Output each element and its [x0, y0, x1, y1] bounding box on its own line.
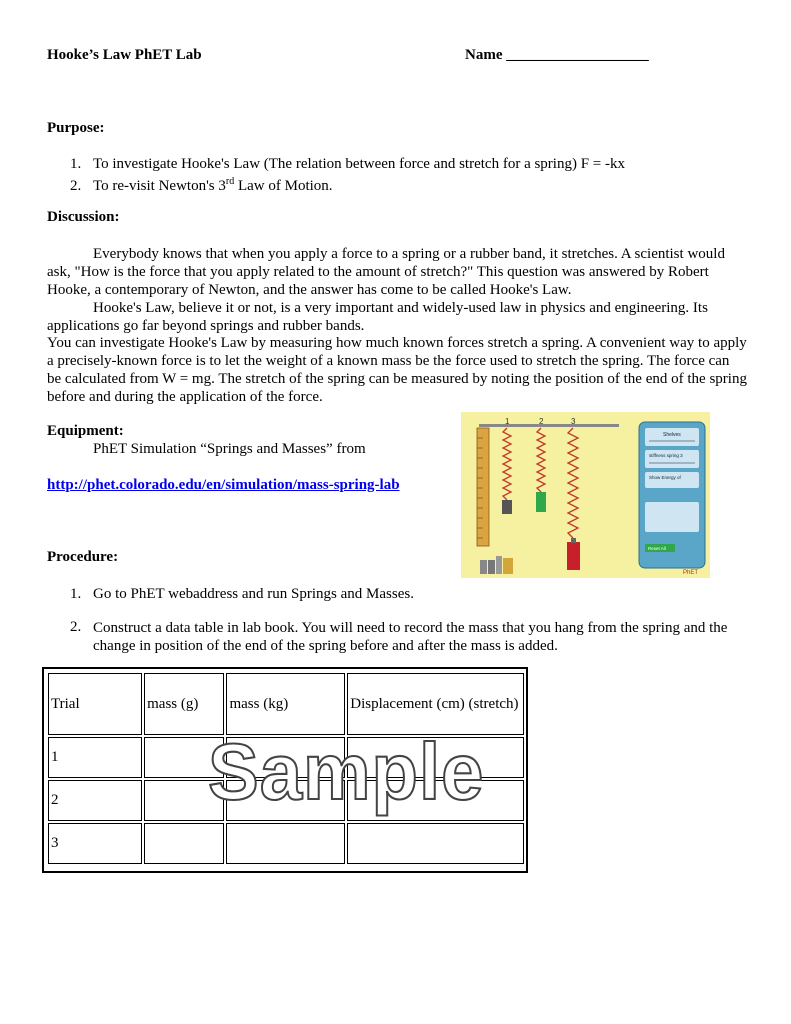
- sample-watermark: Sample: [208, 727, 485, 818]
- equipment-heading: Equipment:: [47, 423, 124, 439]
- discussion-heading: Discussion:: [47, 209, 120, 225]
- superscript: rd: [225, 176, 235, 187]
- springs-simulation-graphic: [461, 412, 710, 578]
- options-box: [645, 502, 699, 532]
- purpose-item-1: [70, 155, 625, 173]
- shelf-mass: [488, 560, 495, 574]
- procedure-item-2-number: 2.: [70, 619, 82, 635]
- spring-label-2: 2: [539, 417, 544, 426]
- procedure-item-1: [70, 585, 414, 603]
- list-number: 1.: [70, 156, 82, 172]
- phet-logo: PhET: [683, 570, 699, 576]
- shelf-mass: [496, 556, 502, 574]
- panel-slider-label: stiffness spring 3: [649, 453, 683, 458]
- spring-label-1: 1: [505, 417, 510, 426]
- trial-cell: 3: [48, 823, 142, 864]
- mass-1: [502, 500, 512, 514]
- trial-cell: 1: [48, 737, 142, 778]
- list-number: 1.: [70, 586, 82, 602]
- shelf-mass: [480, 560, 487, 574]
- list-text: Go to PhET webaddress and run Springs and Masses.: [93, 586, 414, 602]
- discussion-paragraph-1: Everybody knows that when you apply a force to a spring or a rubber band, it stretches. A scientist would ask, "How is the force that you apply related to the amount of stretch?" This question was answered by Robert Hooke, a contemporary of Newton, and the answer has come to be called Hooke's Law.: [47, 246, 725, 298]
- header-displacement: Displacement (cm) (stretch): [347, 673, 524, 735]
- spring-2: [537, 428, 545, 492]
- header-trial: Trial: [48, 673, 142, 735]
- panel-title: Shelves: [663, 432, 681, 438]
- list-text: To investigate Hooke's Law (The relation between force and stretch for a spring) F = -kx: [93, 156, 626, 172]
- discussion-paragraph-2: Hooke's Law, believe it or not, is a very important and widely-used law in physics and engineering. Its applications go far beyond springs and rubber bands.: [47, 300, 708, 334]
- purpose-item-2: [70, 173, 333, 195]
- mass-2: [536, 492, 546, 512]
- list-text-rest: Law of Motion.: [234, 178, 333, 194]
- discussion-paragraph-3: You can investigate Hooke's Law by measuring how much known forces stretch a spring. A convenient way to apply a precisely-known force is to let the weight of a known mass be the force used to stretch the spring. The force can be calculated from W = mg. The stretch of the spring can be measured by noting the position of the end of the spring before and during the application of the force.: [47, 335, 747, 405]
- mass-kg-cell[interactable]: [226, 823, 345, 864]
- panel-box-label: Show Energy of: [649, 475, 681, 480]
- table-row: [48, 823, 524, 864]
- header-mass-g: mass (g): [144, 673, 224, 735]
- equipment-text: PhET Simulation “Springs and Masses” from: [93, 441, 366, 457]
- trial-cell: 2: [48, 780, 142, 821]
- spring-3: [568, 428, 578, 538]
- procedure-item-2-text: Construct a data table in lab book. You will need to record the mass that you hang from the spring and the change in position of the end of the spring before and after the mass is added.: [93, 620, 728, 654]
- page-title: Hooke’s Law PhET Lab: [47, 47, 202, 63]
- mass-3: [567, 542, 580, 570]
- shelf-mass: [503, 558, 513, 574]
- phet-link[interactable]: http://phet.colorado.edu/en/simulation/mass-spring-lab: [47, 477, 400, 493]
- phet-simulation-image: [461, 412, 710, 578]
- header-mass-kg: mass (kg): [226, 673, 345, 735]
- purpose-heading: Purpose:: [47, 120, 105, 136]
- name-field-label: Name ___________________: [465, 47, 649, 63]
- mass-g-cell[interactable]: [144, 823, 224, 864]
- spring-label-3: 3: [571, 417, 576, 426]
- list-number: 2.: [70, 178, 82, 194]
- spring-support-bar: [479, 424, 619, 427]
- table-header-row: [48, 673, 524, 735]
- reset-button-label: Reset All: [648, 546, 666, 551]
- spring-1: [503, 428, 511, 500]
- list-text: To re-visit Newton's 3: [93, 178, 226, 194]
- displacement-cell[interactable]: [347, 823, 524, 864]
- procedure-heading: Procedure:: [47, 549, 119, 565]
